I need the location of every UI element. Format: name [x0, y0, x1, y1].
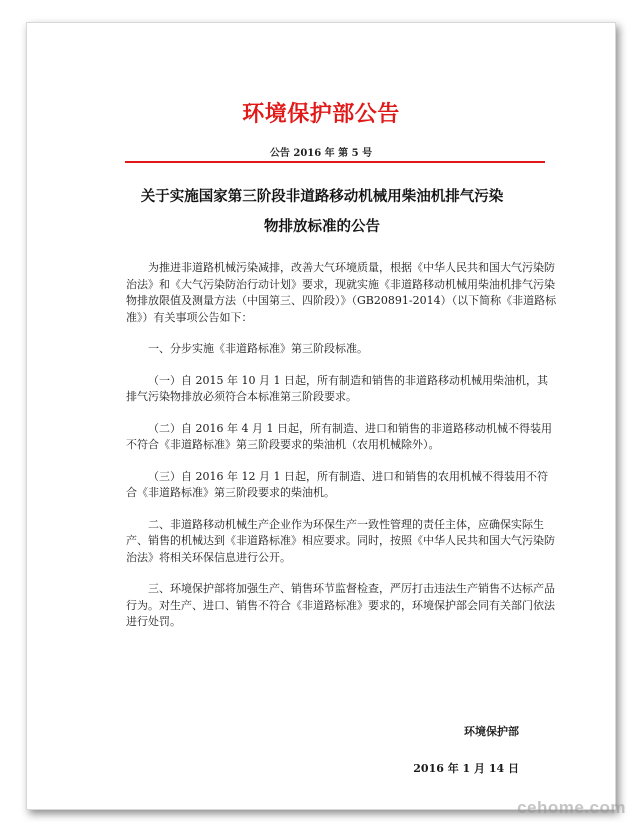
document-body	[126, 260, 558, 631]
paragraph-section-1: 一、分步实施《非道路标准》第三阶段标准。	[148, 342, 368, 355]
red-divider	[125, 161, 545, 163]
agency-headline: 环境保护部公告	[242, 101, 400, 127]
paragraph-item-3: （三）自 2016 年 12 月 1 日起，所有制造、进口和销售的农用机械不得装用不符合《非道路标准》第三阶段要求的柴油机。	[126, 469, 548, 499]
issue-date: 2016 年 1 月 14 日	[413, 762, 519, 775]
paragraph-section-2: 二、非道路移动机械生产企业作为环保生产一致性管理的责任主体，应确保实际生产、销售的机械达到《非道路标准》相应要求。同时，按照《中华人民共和国大气污染防治法》将相关环保信息进行公开。	[126, 517, 555, 564]
title-line-2: 物排放标准的公告	[264, 218, 380, 235]
title-line-1: 关于实施国家第三阶段非道路移动机械用柴油机排气污染	[140, 188, 504, 205]
announcement-number: 公告 2016 年 第 5 号	[269, 148, 373, 159]
paragraph-item-1: （一）自 2015 年 10 月 1 日起，所有制造和销售的非道路移动机械用柴油机，其排气污染物排放必须符合本标准第三阶段要求。	[126, 373, 548, 403]
site-watermark: cehome.com	[517, 798, 626, 817]
paragraph-item-2: （二）自 2016 年 4 月 1 日起，所有制造、进口和销售的非道路移动机械不得装用不符合《非道路标准》第三阶段要求的柴油机（农用机械除外）。	[126, 421, 552, 451]
issuer-signature: 环境保护部	[464, 725, 519, 738]
document-title	[97, 182, 547, 242]
document-page	[26, 22, 616, 810]
paragraph-section-3: 三、环境保护部将加强生产、销售环节监督检查，严厉打击违法生产销售不达标产品行为。对生产、进口、销售不符合《非道路标准》要求的，环境保护部会同有关部门依法进行处罚。	[126, 582, 555, 628]
paragraph-intro: 为推进非道路机械污染减排，改善大气环境质量，根据《中华人民共和国大气污染防治法》和《大气污染防治行动计划》要求，现就实施《非道路移动机械用柴油机排气污染物排放限值及测量方法（中国第三、四阶段）》（GB20891-2014）（以下简称《非道路标准》）有关事项公告如下：	[126, 261, 557, 324]
